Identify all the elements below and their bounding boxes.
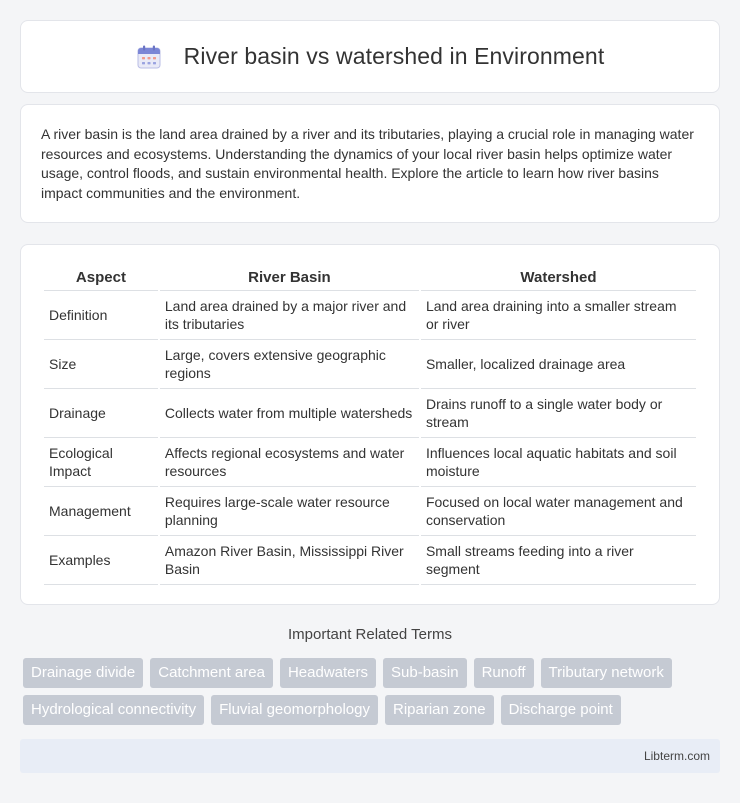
related-terms-list [23, 658, 723, 725]
tag-sub-basin[interactable]: Sub-basin [383, 658, 467, 688]
table-row [44, 340, 696, 389]
row-river-basin: Land area drained by a major river and its tributaries [160, 291, 419, 340]
row-river-basin: Affects regional ecosystems and water resources [160, 438, 419, 487]
footer [20, 739, 720, 773]
tag-catchment-area[interactable]: Catchment area [150, 658, 273, 688]
table-header-row [44, 265, 696, 291]
row-river-basin: Amazon River Basin, Mississippi River Basin [160, 536, 419, 585]
tag-hydrological-connectivity[interactable]: Hydrological connectivity [23, 695, 204, 725]
related-terms-heading: Important Related Terms [288, 626, 452, 643]
comparison-table-card [20, 244, 720, 605]
row-river-basin: Collects water from multiple watersheds [160, 389, 419, 438]
tag-discharge-point[interactable]: Discharge point [501, 695, 621, 725]
column-header-watershed: Watershed [421, 265, 696, 291]
title-wrap [136, 43, 605, 70]
row-aspect: Examples [44, 536, 158, 585]
table-row [44, 536, 696, 585]
row-river-basin: Large, covers extensive geographic regions [160, 340, 419, 389]
row-watershed: Smaller, localized drainage area [421, 340, 696, 389]
comparison-table [42, 265, 698, 585]
row-watershed: Small streams feeding into a river segment [421, 536, 696, 585]
table-row [44, 438, 696, 487]
calendar-icon [136, 44, 162, 70]
row-river-basin: Requires large-scale water resource planning [160, 487, 419, 536]
tag-headwaters[interactable]: Headwaters [280, 658, 376, 688]
column-header-river-basin: River Basin [160, 265, 419, 291]
column-header-aspect: Aspect [44, 265, 158, 291]
row-aspect: Definition [44, 291, 158, 340]
row-aspect: Drainage [44, 389, 158, 438]
footer-brand[interactable]: Libterm.com [643, 749, 710, 763]
row-aspect: Size [44, 340, 158, 389]
intro-text: A river basin is the land area drained by a river and its tributaries, playing a crucial role in managing water resources and ecosystems. Understanding the dynamics of your local river basin helps optimize water usage, control floods, and sustain environmental health. Explore the article to learn how river basins impact communities and the environment. [41, 126, 694, 201]
tag-fluvial-geomorphology[interactable]: Fluvial geomorphology [211, 695, 378, 725]
tag-tributary-network[interactable]: Tributary network [541, 658, 672, 688]
page-title: River basin vs watershed in Environment [183, 43, 605, 69]
tag-runoff[interactable]: Runoff [474, 658, 534, 688]
tag-riparian-zone[interactable]: Riparian zone [385, 695, 494, 725]
row-watershed: Drains runoff to a single water body or stream [421, 389, 696, 438]
tag-drainage-divide[interactable]: Drainage divide [23, 658, 143, 688]
row-watershed: Focused on local water management and conservation [421, 487, 696, 536]
row-watershed: Influences local aquatic habitats and soil moisture [421, 438, 696, 487]
row-aspect: Ecological Impact [44, 438, 158, 487]
row-aspect: Management [44, 487, 158, 536]
header-card [20, 20, 720, 93]
row-watershed: Land area draining into a smaller stream or river [421, 291, 696, 340]
table-row [44, 389, 696, 438]
intro-card [20, 104, 720, 223]
table-row [44, 487, 696, 536]
table-row [44, 291, 696, 340]
